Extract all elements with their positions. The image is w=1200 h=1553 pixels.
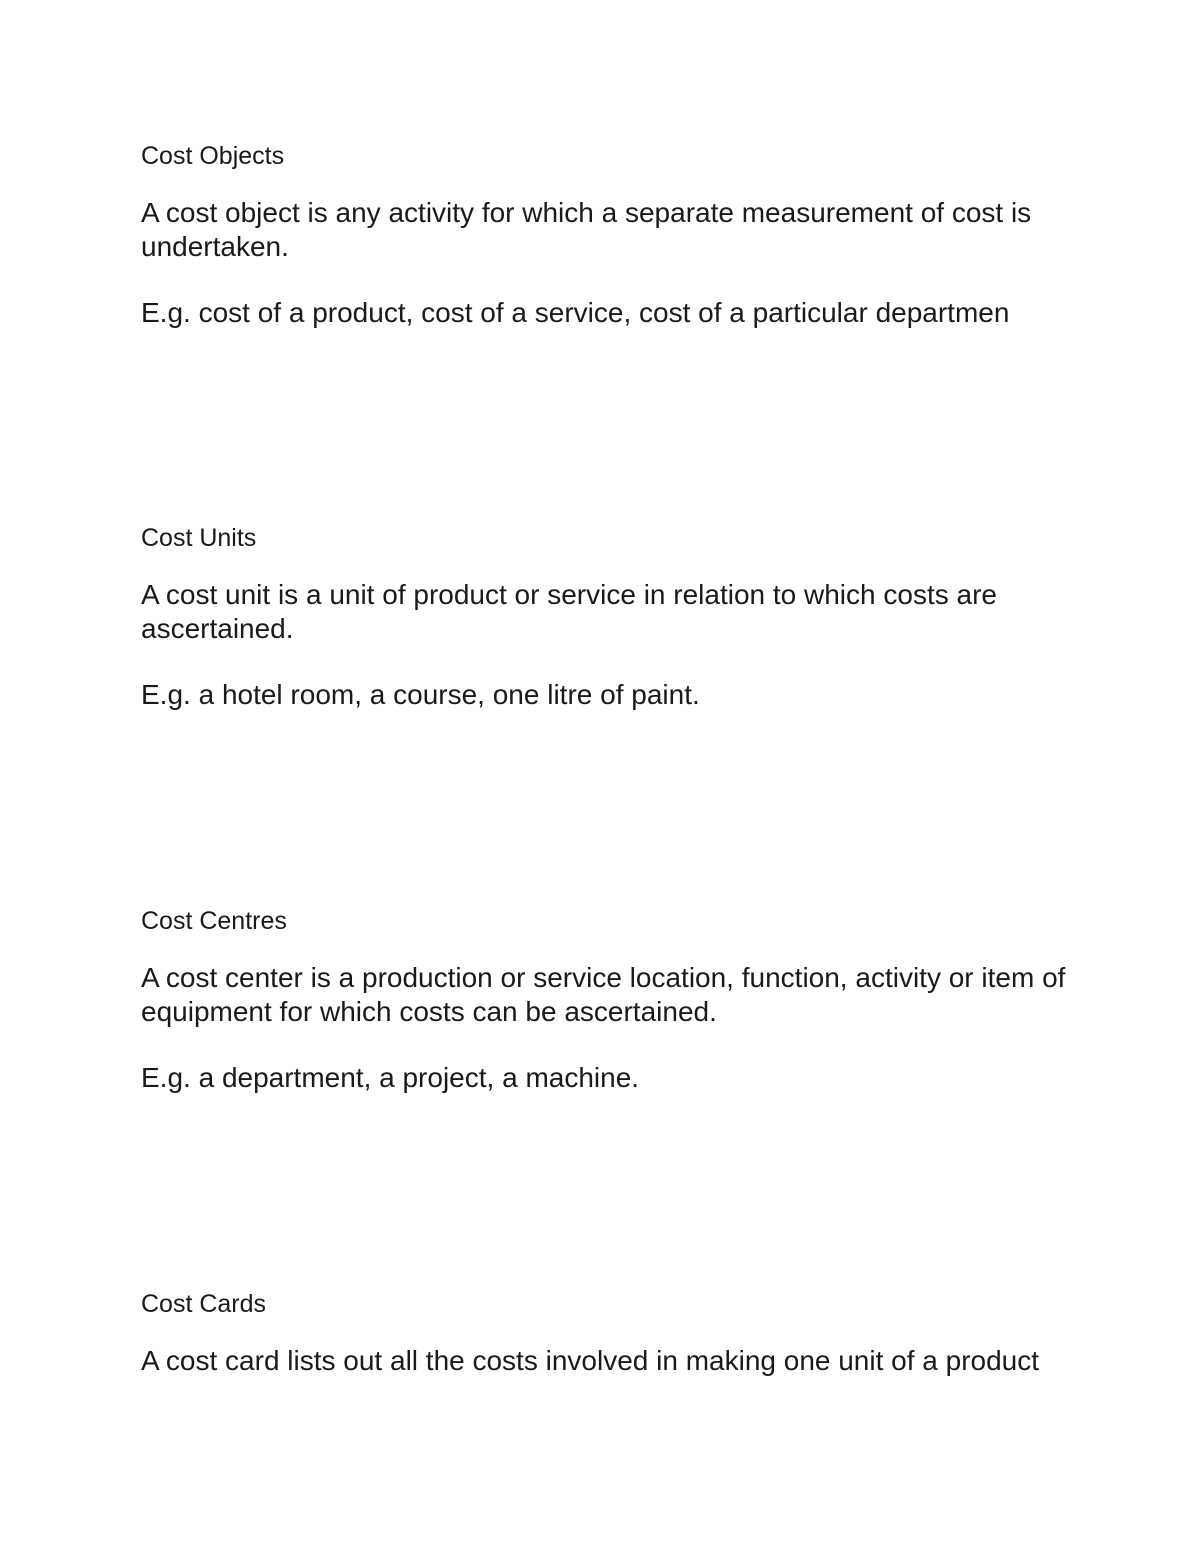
section-definition: A cost object is any activity for which a separate measurement of cost is undertaken. — [141, 197, 1032, 262]
section-definition: A cost unit is a unit of product or service in relation to which costs are ascertained. — [141, 579, 997, 644]
section-heading: Cost Cards — [141, 1290, 267, 1318]
section-cost-objects — [141, 141, 1071, 330]
section-cost-centres — [141, 906, 1071, 1095]
section-cost-units — [141, 523, 1071, 712]
section-example: E.g. a hotel room, a course, one litre of paint. — [141, 679, 700, 710]
section-example: E.g. cost of a product, cost of a service, cost of a particular departmen — [141, 297, 1010, 328]
section-definition: A cost center is a production or service location, function, activity or item of equipment for which costs can be ascertained. — [141, 962, 1066, 1027]
section-definition: A cost card lists out all the costs involved in making one unit of a product — [141, 1345, 1040, 1376]
section-heading: Cost Objects — [141, 142, 285, 170]
section-example: E.g. a department, a project, a machine. — [141, 1062, 640, 1093]
section-heading: Cost Units — [141, 524, 257, 552]
section-heading: Cost Centres — [141, 907, 287, 935]
section-cost-cards — [141, 1289, 1071, 1378]
